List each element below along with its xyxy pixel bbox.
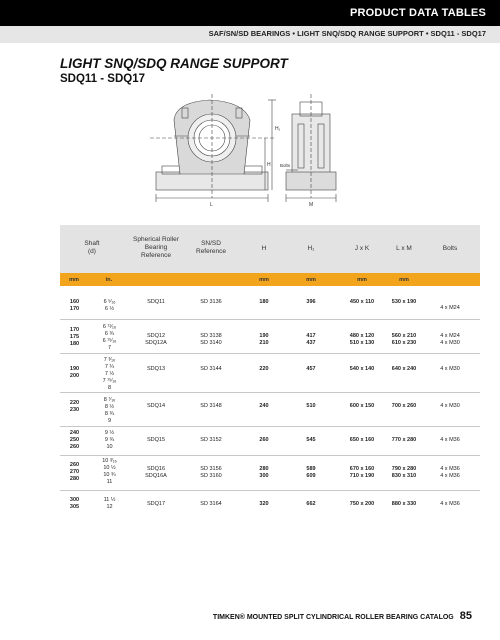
breadcrumb: SAF/SN/SD BEARINGS • LIGHT SNQ/SDQ RANGE SUPPORT • SDQ11 - SDQ17 [208, 29, 486, 38]
row-divider [60, 490, 480, 491]
row5-sd: SD 3152 [200, 437, 222, 443]
col-h1: H₁ [307, 245, 315, 252]
row4-shaft-in: 8 ⁷⁄₁₆ 8 ½ 8 ¾ 9 [103, 397, 116, 424]
row4-sd: SD 3148 [200, 403, 222, 409]
row-divider [60, 319, 480, 320]
row1-bolts: 4 x M24 [440, 305, 460, 311]
page-subtitle: SDQ11 - SDQ17 [60, 73, 146, 85]
row4-h1: 510 [306, 403, 316, 409]
row5-bearing: SDQ15 [146, 437, 166, 443]
row6-shaft-mm: 260 270 280 [69, 462, 80, 482]
row6-lxm: 790 x 280 830 x 310 [391, 466, 417, 479]
row1-lxm: 530 x 190 [391, 299, 417, 305]
unit-mm-h: mm [259, 277, 269, 283]
row4-lxm: 700 x 260 [391, 403, 417, 409]
row-divider [60, 455, 480, 456]
row7-h1: 662 [306, 501, 316, 507]
row3-jxk: 540 x 140 [349, 366, 375, 372]
row4-shaft-mm: 220 230 [69, 400, 80, 413]
row7-shaft-in: 11 ½ 12 [103, 497, 116, 510]
row7-shaft-mm: 300 305 [69, 497, 80, 510]
row3-h1: 457 [306, 366, 316, 372]
section-title: PRODUCT DATA TABLES [350, 7, 486, 19]
row5-h1: 545 [306, 437, 316, 443]
row7-bolts: 4 x M36 [440, 501, 460, 507]
unit-in-shaft: in. [105, 277, 113, 283]
row1-shaft-mm: 160 170 [69, 299, 80, 312]
top-header-bar [0, 0, 500, 26]
row6-jxk: 670 x 160 710 x 190 [349, 466, 375, 479]
row4-bearing: SDQ14 [146, 403, 166, 409]
row1-bearing: SDQ11 [147, 299, 165, 305]
row1-h1: 396 [306, 299, 316, 305]
row5-shaft-in: 9 ½ 9 ¾ 10 [104, 430, 115, 450]
col-bolts: Bolts [442, 245, 458, 252]
unit-mm-lxm: mm [399, 277, 409, 283]
row-divider [60, 353, 480, 354]
row3-shaft-in: 7 ³⁄₁₆ 7 ¼ 7 ½ 7 ¹⁵⁄₁₆ 8 [102, 357, 117, 391]
row3-lxm: 640 x 240 [391, 366, 417, 372]
row7-sd: SD 3164 [200, 501, 222, 507]
row2-bolts: 4 x M24 4 x M30 [440, 333, 460, 346]
col-bearing-reference: Spherical Roller Bearing Reference [133, 236, 179, 259]
page-number: 85 [459, 610, 472, 622]
page-footer [213, 610, 472, 622]
row-divider [60, 392, 480, 393]
row3-h: 220 [259, 366, 269, 372]
row2-bearing: SDQ12 SDQ12A [145, 333, 167, 346]
label-bolts: Bolts [280, 163, 291, 168]
unit-mm-jxk: mm [357, 277, 367, 283]
row2-lxm: 560 x 210 610 x 230 [391, 333, 417, 346]
breadcrumb-bar [0, 26, 500, 43]
col-h: H [261, 245, 267, 252]
page-title: LIGHT SNQ/SDQ RANGE SUPPORT [60, 56, 288, 71]
row6-h1: 589 609 [306, 466, 316, 479]
label-m: M [309, 202, 314, 208]
row6-h: 280 300 [259, 466, 269, 479]
row2-jxk: 480 x 120 510 x 130 [349, 333, 375, 346]
row2-shaft-mm: 170 175 180 [69, 327, 80, 347]
row3-shaft-mm: 190 200 [69, 366, 80, 379]
row3-bearing: SDQ13 [146, 366, 166, 372]
col-jxk: J x K [354, 245, 370, 252]
row-divider [60, 426, 480, 427]
row6-bearing: SDQ16 SDQ16A [145, 466, 167, 479]
row5-shaft-mm: 240 250 260 [69, 430, 80, 450]
row2-h1: 417 437 [306, 333, 316, 346]
row6-shaft-in: 10 ³⁄₁₆ 10 ½ 10 ¾ 11 [102, 458, 117, 485]
row4-bolts: 4 x M30 [440, 403, 460, 409]
row6-bolts: 4 x M36 4 x M36 [440, 466, 460, 479]
col-sn-sd-reference: SN/SD Reference [196, 240, 226, 255]
label-h1: H₁ [275, 126, 281, 132]
catalog-name: TIMKEN® MOUNTED SPLIT CYLINDRICAL ROLLER BEARING CATALOG [212, 614, 454, 621]
row4-jxk: 600 x 150 [349, 403, 375, 409]
row7-bearing: SDQ17 [146, 501, 166, 507]
row2-sd: SD 3138 SD 3140 [200, 333, 222, 346]
unit-mm-h1: mm [306, 277, 316, 283]
row1-sd: SD 3136 [200, 299, 222, 305]
label-l: L [210, 202, 213, 208]
row3-bolts: 4 x M30 [440, 366, 460, 372]
housing-technical-drawing [140, 90, 380, 210]
col-lxm: L x M [396, 245, 412, 252]
col-shaft: Shaft (d) [84, 240, 100, 255]
unit-mm-shaft: mm [69, 277, 79, 283]
row1-shaft-in: 6 ⁵⁄₁₆ 6 ½ [103, 299, 116, 312]
row4-h: 240 [259, 403, 269, 409]
row7-lxm: 880 x 330 [391, 501, 417, 507]
row5-bolts: 4 x M36 [440, 437, 460, 443]
row6-sd: SD 3156 SD 3160 [200, 466, 222, 479]
row5-jxk: 650 x 160 [349, 437, 375, 443]
row7-h: 320 [259, 501, 269, 507]
row7-jxk: 750 x 200 [349, 501, 375, 507]
row3-sd: SD 3144 [200, 366, 222, 372]
row5-h: 260 [259, 437, 269, 443]
row2-h: 190 210 [259, 333, 269, 346]
label-h: H [267, 162, 271, 168]
row2-shaft-in: 6 ¹¹⁄₁₆ 6 ¾ 6 ¹⁵⁄₁₆ 7 [102, 324, 117, 351]
row1-h: 180 [259, 299, 269, 305]
row5-lxm: 770 x 280 [391, 437, 417, 443]
row1-jxk: 450 x 110 [349, 299, 375, 305]
